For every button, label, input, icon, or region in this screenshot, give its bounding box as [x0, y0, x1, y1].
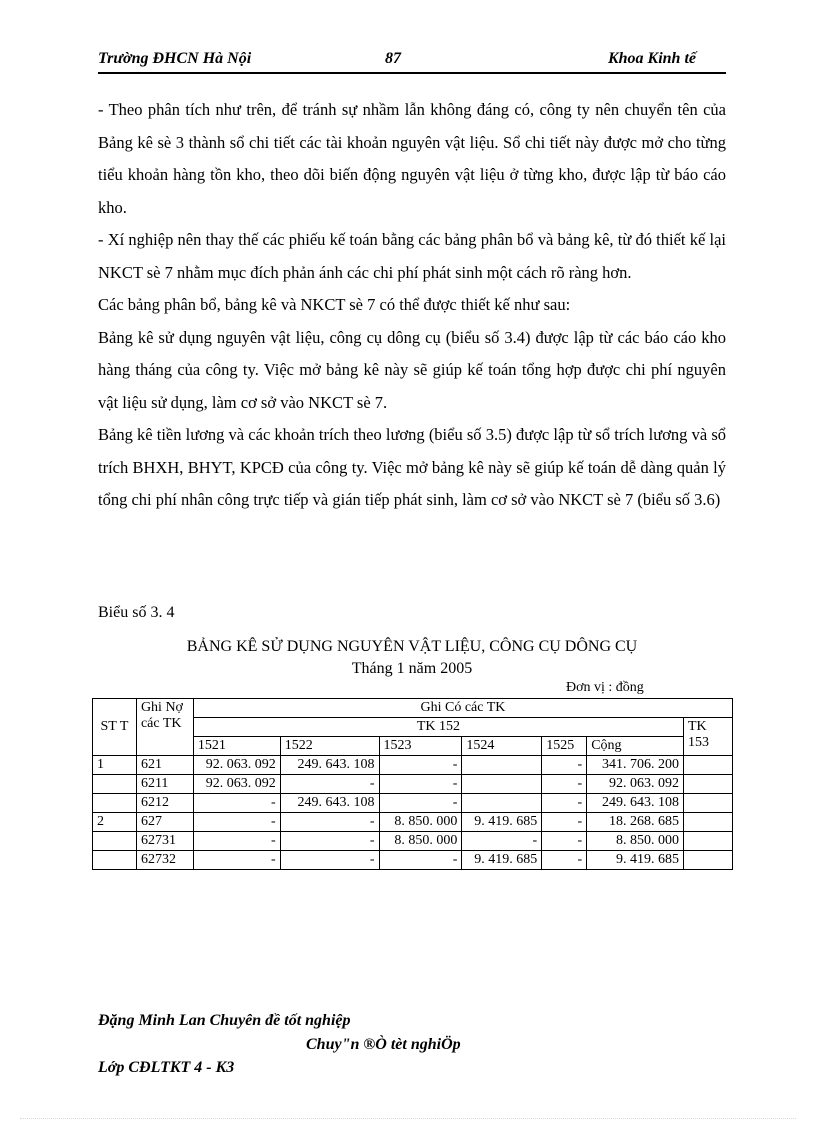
table-subtitle: Tháng 1 năm 2005	[351, 660, 473, 677]
cell-1523: -	[379, 794, 462, 813]
cell-1522: -	[280, 775, 379, 794]
header-tk153: TK 153	[684, 718, 733, 756]
cell-cong: 18. 268. 685	[587, 813, 684, 832]
cell-1524	[462, 756, 542, 775]
cell-1525: -	[542, 851, 587, 870]
cell-tk153	[684, 851, 733, 870]
cell-1525: -	[542, 813, 587, 832]
table-row	[93, 851, 733, 870]
cell-tk: 62732	[136, 851, 193, 870]
cell-tk: 6211	[136, 775, 193, 794]
cell-stt	[93, 775, 137, 794]
table-caption: Biểu số 3. 4	[98, 604, 175, 621]
table-row	[93, 832, 733, 851]
cell-1522: -	[280, 832, 379, 851]
cell-1521: -	[193, 832, 280, 851]
subheader-cell: 1523	[379, 737, 462, 756]
page-bottom-divider	[20, 1118, 796, 1119]
paragraph: Bảng kê sử dụng nguyên vật liệu, công cụ dông cụ (biểu số 3.4) được lập từ các báo cáo kho hàng tháng của công ty. Việc mở bảng kê này sẽ giúp kế toán tổng hợp được chi phí nguyên vật liệu sử dụng, làm cơ sở vào NKCT sè 7.	[98, 327, 726, 412]
cell-1525: -	[542, 756, 587, 775]
cell-1525: -	[542, 832, 587, 851]
header-stt: ST T	[93, 699, 137, 756]
faculty-name: Khoa Kinh tế	[607, 50, 696, 67]
table-row	[93, 756, 733, 775]
table-row	[93, 794, 733, 813]
paragraph: Bảng kê tiền lương và các khoản trích theo lương (biểu số 3.5) được lập từ sổ trích lương và sổ trích BHXH, BHYT, KPCĐ của công ty. Việc mở bảng kê này sẽ giúp kế toán dễ dàng quản lý tổng chi phí nhân công trực tiếp và gián tiếp phát sinh, làm cơ sở vào NKCT sè 7 (biểu số 3.6)	[98, 425, 726, 509]
footer-author: Đặng Minh Lan Chuyên đề tốt nghiệp	[98, 1012, 351, 1029]
cell-cong: 249. 643. 108	[587, 794, 684, 813]
school-name: Trường ĐHCN Hà Nội	[98, 50, 252, 67]
page-number: 87	[385, 50, 401, 67]
cell-1524: 9. 419. 685	[462, 813, 542, 832]
paragraph: Các bảng phân bổ, bảng kê và NKCT sè 7 có thể được thiết kế như sau:	[98, 295, 571, 314]
cell-tk153	[684, 794, 733, 813]
cell-tk153	[684, 832, 733, 851]
cell-1524	[462, 775, 542, 794]
cell-tk: 621	[136, 756, 193, 775]
cell-1521: 92. 063. 092	[193, 775, 280, 794]
header-tk152: TK 152	[193, 718, 683, 737]
footer-garbled-title: Chuy"n ®Ò tèt nghiÖp	[306, 1036, 461, 1053]
subheader-cell: 1524	[462, 737, 542, 756]
page-header	[98, 50, 726, 74]
cell-1523: -	[379, 756, 462, 775]
cell-1523: 8. 850. 000	[379, 832, 462, 851]
subheader-cell: 1521	[193, 737, 280, 756]
cell-1524	[462, 794, 542, 813]
cell-1523: -	[379, 851, 462, 870]
footer-class: Lớp CĐLTKT 4 - K3	[98, 1059, 235, 1076]
subheader-cell: 1525	[542, 737, 587, 756]
cell-1521: -	[193, 813, 280, 832]
paragraph: - Theo phân tích như trên, để tránh sự nhầm lẫn không đáng có, công ty nên chuyển tên của Bảng kê sè 3 thành sổ chi tiết các tài khoản nguyên vật liệu. Sổ chi tiết này được mở cho từng tiểu khoản hàng tồn kho, theo dõi biến động nguyên vật liệu ở từng kho, được lập từ báo cáo kho.	[98, 100, 726, 217]
unit-label: Đơn vị : đồng	[566, 680, 644, 695]
cell-1523: 8. 850. 000	[379, 813, 462, 832]
cell-stt: 1	[93, 756, 137, 775]
cell-stt	[93, 851, 137, 870]
cell-1521: -	[193, 794, 280, 813]
table-row	[93, 775, 733, 794]
cell-1525: -	[542, 775, 587, 794]
cell-stt: 2	[93, 813, 137, 832]
cell-1522: 249. 643. 108	[280, 794, 379, 813]
table-title-block	[92, 636, 732, 680]
materials-table	[92, 698, 733, 870]
cell-1524: -	[462, 832, 542, 851]
cell-cong: 8. 850. 000	[587, 832, 684, 851]
cell-1525: -	[542, 794, 587, 813]
cell-tk: 627	[136, 813, 193, 832]
cell-stt	[93, 794, 137, 813]
cell-1523: -	[379, 775, 462, 794]
table-row	[93, 813, 733, 832]
cell-tk: 62731	[136, 832, 193, 851]
cell-tk: 6212	[136, 794, 193, 813]
cell-1524: 9. 419. 685	[462, 851, 542, 870]
cell-stt	[93, 832, 137, 851]
cell-cong: 341. 706. 200	[587, 756, 684, 775]
header-ghi-co: Ghi Có các TK	[193, 699, 732, 718]
table-title: BẢNG KÊ SỬ DỤNG NGUYÊN VẬT LIỆU, CÔNG CỤ DÔNG CỤ	[186, 638, 638, 655]
cell-cong: 9. 419. 685	[587, 851, 684, 870]
body-text	[98, 94, 726, 517]
cell-1521: 92. 063. 092	[193, 756, 280, 775]
cell-1522: -	[280, 813, 379, 832]
header-ghi-no: Ghi Nợ các TK	[136, 699, 193, 756]
cell-1522: 249. 643. 108	[280, 756, 379, 775]
cell-tk153	[684, 813, 733, 832]
cell-cong: 92. 063. 092	[587, 775, 684, 794]
paragraph: - Xí nghiệp nên thay thế các phiếu kế toán bằng các bảng phân bổ và bảng kê, từ đó thiết kế lại NKCT sè 7 nhằm mục đích phản ánh các chi phí phát sinh một cách rõ ràng hơn.	[98, 230, 726, 282]
subheader-cell: Cộng	[587, 737, 684, 756]
cell-tk153	[684, 756, 733, 775]
subheader-cell: 1522	[280, 737, 379, 756]
cell-1521: -	[193, 851, 280, 870]
cell-tk153	[684, 775, 733, 794]
cell-1522: -	[280, 851, 379, 870]
table-header-row	[93, 699, 733, 718]
